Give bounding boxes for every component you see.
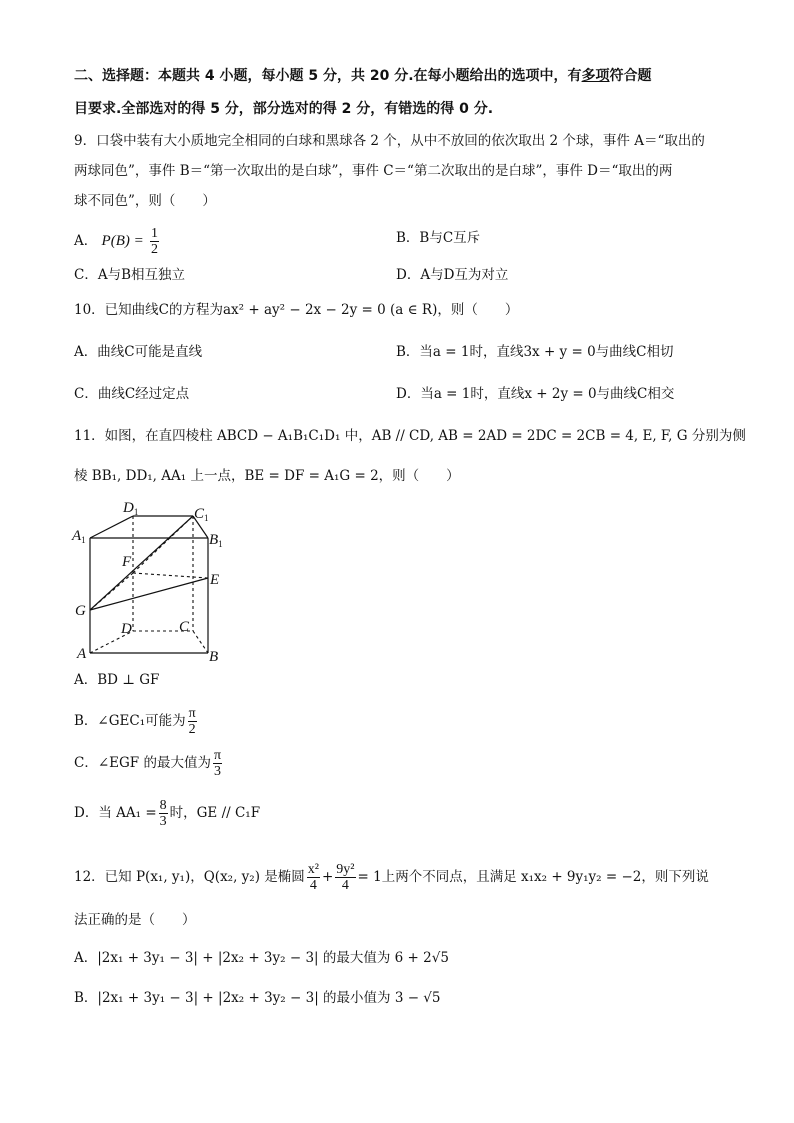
q11-option-b-fraction: [188, 706, 197, 737]
q11-option-c-text: C．∠EGF 的最大值为: [74, 755, 211, 771]
q11-option-b[interactable]: [74, 706, 199, 737]
label-A: A: [77, 646, 87, 662]
frac-numerator: π: [188, 706, 196, 721]
frac-denominator: 3: [213, 764, 221, 779]
q11-option-d-fraction: [159, 798, 168, 829]
frac-denominator: 2: [188, 722, 196, 737]
edge-CB: [193, 631, 208, 653]
label-D1: $D_1$: [123, 500, 139, 517]
q11-option-d-text: D．当 AA₁ =: [74, 805, 157, 821]
label-B1: $B_1$: [209, 532, 223, 549]
label-F: F: [122, 554, 132, 570]
section-heading-line2: 目要求.全部选对的得 5 分，部分选对的得 2 分，有错选的得 0 分.: [74, 101, 494, 117]
frac-numerator: x²: [307, 862, 319, 877]
q11-option-b-text: B．∠GEC₁可能为: [74, 713, 186, 729]
label-D: D: [121, 621, 132, 637]
q12-frac2: [335, 862, 355, 893]
q11-option-d-tail: 时，GE // C₁F: [169, 805, 261, 821]
section-underlined: 多项: [581, 68, 610, 84]
q11-option-c[interactable]: [74, 748, 224, 779]
q12-option-b[interactable]: B．|2x₁ + 3y₁ − 3| + |2x₂ + 3y₂ − 3| 的最小值为 3 − √5: [74, 990, 441, 1006]
frac-numerator: π: [213, 748, 222, 763]
label-B: B: [209, 649, 219, 665]
frac-denominator: 3: [159, 814, 167, 829]
q12-stem-text-b: = 1上两个不同点，且满足 x₁x₂ + 9y₁y₂ = −2，则下列说: [357, 869, 709, 885]
edge-A1D1: [90, 516, 133, 538]
q12-stem-text-a: 12．已知 P(x₁, y₁)，Q(x₂, y₂) 是椭圆: [74, 869, 305, 885]
q9-option-b[interactable]: B．B与C互斥: [396, 230, 481, 246]
q9-option-c[interactable]: C．A与B相互独立: [74, 267, 185, 283]
q9-stem-line3: 球不同色”，则（ ）: [74, 193, 216, 209]
q12-stem-line1: [74, 862, 709, 893]
section-heading-line1: [74, 66, 652, 86]
q10-option-d[interactable]: D．当a = 1时，直线x + 2y = 0与曲线C相交: [396, 386, 675, 402]
prism-figure: [70, 498, 240, 668]
q10-stem: 10．已知曲线C的方程为ax² + ay² − 2x − 2y = 0 (a ∈ R)，则（ ）: [74, 302, 519, 318]
frac-numerator: 8: [159, 798, 167, 813]
q12-option-a[interactable]: A．|2x₁ + 3y₁ − 3| + |2x₂ + 3y₂ − 3| 的最大值为 6 + 2√5: [74, 950, 449, 966]
label-G: G: [75, 603, 86, 619]
q9-option-a-expr: P(B) =: [101, 233, 144, 249]
q12-plus: +: [321, 869, 334, 885]
q9-stem-line2: 两球同色”，事件 B＝“第一次取出的是白球”，事件 C＝“第二次取出的是白球”，事件 D＝“取出的两: [74, 163, 673, 179]
frac-denominator: 2: [151, 242, 159, 257]
q12-frac1: [307, 862, 320, 893]
q9-option-a-fraction: [150, 226, 159, 257]
label-A1: $A_1$: [72, 528, 86, 545]
q9-stem-line1: 9．口袋中装有大小质地完全相同的白球和黑球各 2 个，从中不放回的依次取出 2 个球，事件 A＝“取出的: [74, 133, 705, 149]
q11-stem-line1: 11．如图，在直四棱柱 ABCD − A₁B₁C₁D₁ 中，AB // CD, AB = 2AD = 2DC = 2CB = 4, E, F, G 分别为侧: [74, 428, 746, 444]
segment-FE: [133, 573, 208, 578]
q12-stem-line2: 法正确的是（ ）: [74, 912, 196, 928]
label-C: C: [179, 619, 190, 635]
frac-numerator: 1: [151, 226, 159, 241]
label-C1: $C_1$: [194, 506, 209, 523]
q10-option-a[interactable]: A．曲线C可能是直线: [74, 344, 203, 360]
frac-denominator: 4: [341, 878, 349, 893]
q10-option-b[interactable]: B．当a = 1时，直线3x + y = 0与曲线C相切: [396, 344, 674, 360]
q11-option-d[interactable]: [74, 798, 260, 829]
section-text: 二、选择题：本题共 4 小题，每小题 5 分，共 20 分.在每小题给出的选项中，有: [74, 68, 582, 84]
q11-stem-line2: 棱 BB₁, DD₁, AA₁ 上一点，BE = DF = A₁G = 2，则（ ）: [74, 468, 460, 484]
q11-option-a[interactable]: A．BD ⊥ GF: [74, 672, 160, 688]
q10-option-c[interactable]: C．曲线C经过定点: [74, 386, 190, 402]
label-E: E: [210, 572, 220, 588]
frac-denominator: 4: [309, 878, 317, 893]
q9-option-a[interactable]: [74, 226, 161, 257]
q9-option-d[interactable]: D．A与D互为对立: [396, 267, 509, 283]
q11-option-c-fraction: [213, 748, 222, 779]
q9-option-a-label: A．: [74, 233, 98, 249]
frac-numerator: 9y²: [336, 862, 355, 877]
section-text-end: 符合题: [609, 68, 652, 84]
